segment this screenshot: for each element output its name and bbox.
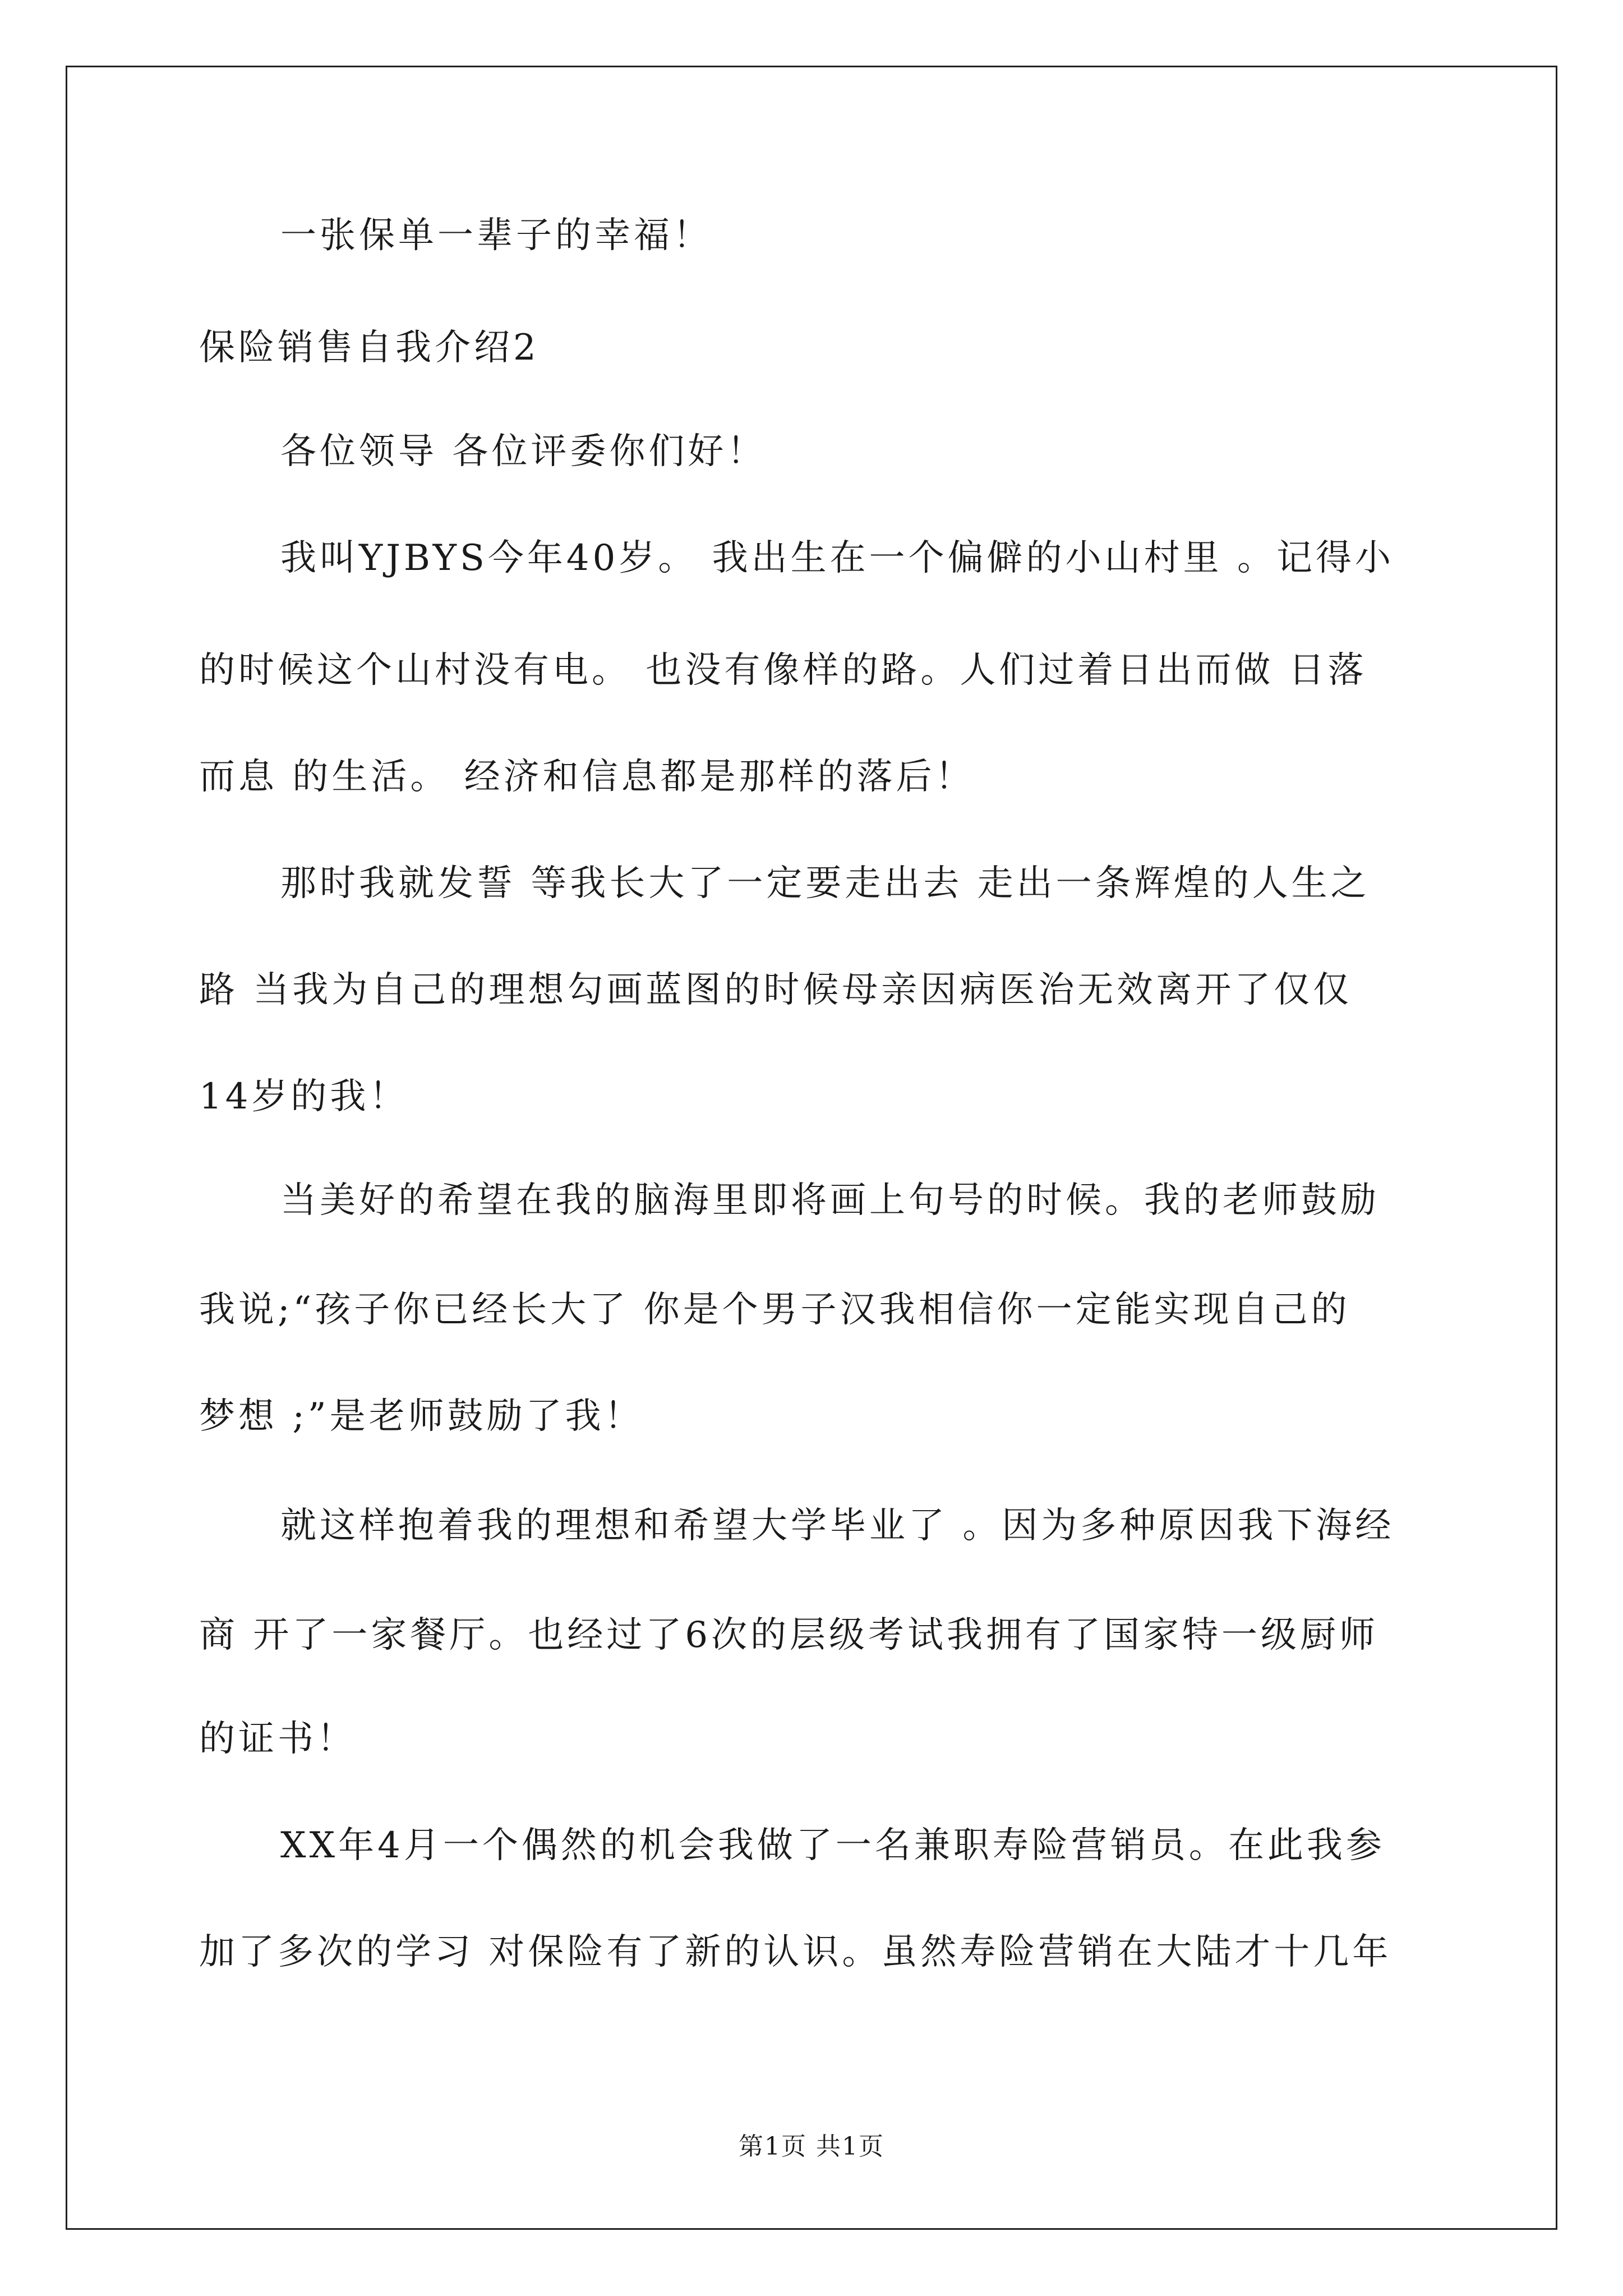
paragraph-line: 各位领导 各位评委你们好！ xyxy=(280,431,767,472)
paragraph-line: 梦想 ;”是老师鼓励了我！ xyxy=(199,1396,644,1437)
paragraph-line: 我说;“孩子你已经长大了 你是个男子汉我相信你一定能实现自己的 xyxy=(199,1289,1350,1331)
paragraph-line: 商 开了一家餐厅。也经过了6次的层级考试我拥有了国家特一级厨师 xyxy=(199,1614,1379,1656)
paragraph-line: XX年4月一个偶然的机会我做了一名兼职寿险营销员。在此我参 xyxy=(280,1825,1385,1866)
paragraph-line: 一张保单一辈子的幸福！ xyxy=(280,215,712,256)
paragraph-line: 加了多次的学习 对保险有了新的认识。虽然寿险营销在大陆才十几年 xyxy=(199,1931,1392,1973)
paragraph-line: 的证书！ xyxy=(199,1718,356,1760)
paragraph-line: 的时候这个山村没有电。 也没有像样的路。人们过着日出而做 日落 xyxy=(199,650,1367,691)
paragraph-line: 14岁的我！ xyxy=(199,1076,409,1117)
paragraph-line: 我叫YJBYS今年40岁。 我出生在一个偏僻的小山村里 。记得小 xyxy=(280,537,1395,579)
paragraph-line: 路 当我为自己的理想勾画蓝图的时候母亲因病医治无效离开了仅仅 xyxy=(199,969,1353,1011)
paragraph-line: 当美好的希望在我的脑海里即将画上句号的时候。我的老师鼓励 xyxy=(280,1180,1380,1221)
section-heading: 保险销售自我介绍2 xyxy=(199,327,540,369)
page-footer: 第1页 共1页 xyxy=(739,2132,884,2161)
paragraph-line: 那时我就发誓 等我长大了一定要走出去 走出一条辉煌的人生之 xyxy=(280,863,1370,904)
paragraph-line: 就这样抱着我的理想和希望大学毕业了 。因为多种原因我下海经 xyxy=(280,1505,1395,1547)
paragraph-line: 而息 的生活。 经济和信息都是那样的落后！ xyxy=(199,756,975,798)
